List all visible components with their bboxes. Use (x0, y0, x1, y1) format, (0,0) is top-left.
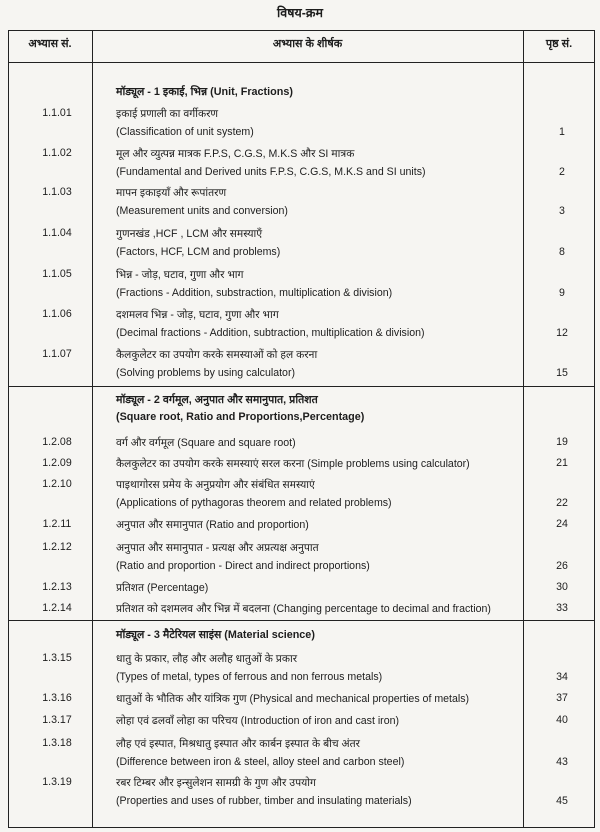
page-number: 12 (556, 327, 568, 339)
page-number: 21 (556, 457, 568, 469)
exercise-title-english: (Classification of unit system) (116, 126, 254, 138)
exercise-title-english: (Solving problems by using calculator) (116, 367, 295, 379)
exercise-number: 1.2.08 (42, 436, 72, 448)
exercise-number: 1.3.16 (42, 692, 72, 704)
exercise-title-english: (Applications of pythagoras theorem and related problems) (116, 497, 392, 509)
exercise-title-hindi: रबर टिम्बर और इन्सुलेशन सामग्री के गुण और उपयोग (116, 777, 316, 789)
exercise-title: धातुओं के भौतिक और यांत्रिक गुण (Physical and mechanical properties of metals) (116, 693, 470, 705)
page-number: 9 (559, 287, 565, 299)
exercise-title-hindi: इकाई प्रणाली का वर्गीकरण (116, 108, 219, 120)
exercise-number: 1.1.06 (42, 308, 72, 320)
exercise-title: लोहा एवं ढलवाँ लोहा का परिचय (Introduction of iron and cast iron) (116, 715, 400, 727)
exercise-title-hindi: दशमलव भिन्न - जोड़, घटाव, गुणा और भाग (116, 309, 279, 321)
exercise-title-hindi: कैलकुलेटर का उपयोग करके समस्याओं को हल करना (116, 349, 318, 361)
module-divider (8, 386, 595, 387)
page-number: 37 (556, 692, 568, 704)
exercise-number: 1.2.13 (42, 581, 72, 593)
page-number: 43 (556, 756, 568, 768)
exercise-number: 1.2.12 (42, 541, 72, 553)
page-number: 33 (556, 602, 568, 614)
exercise-number: 1.2.09 (42, 457, 72, 469)
exercise-title-english: (Measurement units and conversion) (116, 205, 288, 217)
exercise-number: 1.1.07 (42, 348, 72, 360)
exercise-title-hindi: पाइथागोरस प्रमेय के अनुप्रयोग और संबंधित समस्याएं (116, 479, 315, 491)
module-2-title: मॉड्यूल - 2 वर्गमूल, अनुपात और समानुपात, प्रतिशत (116, 394, 318, 406)
page-number: 3 (559, 205, 565, 217)
exercise-number: 1.1.01 (42, 107, 72, 119)
exercise-number: 1.1.05 (42, 268, 72, 280)
page-number: 24 (556, 518, 568, 530)
exercise-title: प्रतिशत (Percentage) (116, 582, 209, 594)
page-number: 40 (556, 714, 568, 726)
page-number: 15 (556, 367, 568, 379)
page-number: 1 (559, 126, 565, 138)
exercise-number: 1.3.19 (42, 776, 72, 788)
page-number: 8 (559, 246, 565, 258)
exercise-number: 1.2.11 (42, 518, 72, 530)
exercise-title-hindi: मूल और व्युत्पन्न मात्रक F.P.S, C.G.S, M.K.S और SI मात्रक (116, 148, 355, 160)
exercise-title-english: (Fractions - Addition, substraction, multiplication & division) (116, 287, 393, 299)
exercise-title: प्रतिशत को दशमलव और भिन्न में बदलना (Changing percentage to decimal and fraction) (116, 603, 491, 615)
exercise-title: वर्ग और वर्गमूल (Square and square root) (116, 437, 296, 449)
exercise-title-hindi: लौह एवं इस्पात, मिश्रधातु इस्पात और कार्बन इस्पात के बीच अंतर (116, 738, 361, 750)
page-number: 30 (556, 581, 568, 593)
module-2-subtitle: (Square root, Ratio and Proportions,Percentage) (116, 411, 365, 423)
module-1-title: मॉड्यूल - 1 इकाई, भिन्न (Unit, Fractions) (116, 86, 293, 98)
header-page-no: पृष्ठ सं. (545, 38, 573, 50)
exercise-title-english: (Difference between iron & steel, alloy steel and carbon steel) (116, 756, 405, 768)
page-number: 19 (556, 436, 568, 448)
exercise-number: 1.1.02 (42, 147, 72, 159)
exercise-title-hindi: भिन्न - जोड़, घटाव, गुणा और भाग (116, 269, 244, 281)
page-number: 45 (556, 795, 568, 807)
module-divider (8, 620, 595, 621)
exercise-title-hindi: गुणनखंड ,HCF , LCM और समस्याएँ (116, 228, 263, 240)
exercise-number: 1.2.10 (42, 478, 72, 490)
page-title: विषय-क्रम (277, 6, 323, 20)
exercise-title-english: (Decimal fractions - Addition, subtraction, multiplication & division) (116, 327, 425, 339)
exercise-number: 1.1.04 (42, 227, 72, 239)
exercise-number: 1.3.18 (42, 737, 72, 749)
exercise-title-hindi: मापन इकाइयाँ और रूपांतरण (116, 187, 227, 199)
exercise-title-english: (Fundamental and Derived units F.P.S, C.G.S, M.K.S and SI units) (116, 166, 426, 178)
exercise-title: अनुपात और समानुपात (Ratio and proportion) (116, 519, 309, 531)
exercise-title: कैलकुलेटर का उपयोग करके समस्याएं सरल करना (Simple problems using calculator) (116, 458, 470, 470)
page-number: 26 (556, 560, 568, 572)
exercise-title-english: (Types of metal, types of ferrous and non ferrous metals) (116, 671, 383, 683)
exercise-number: 1.3.15 (42, 652, 72, 664)
page-number: 22 (556, 497, 568, 509)
header-exercise-no: अभ्यास सं. (28, 38, 72, 50)
exercise-number: 1.1.03 (42, 186, 72, 198)
exercise-title-english: (Factors, HCF, LCM and problems) (116, 246, 281, 258)
page-number: 34 (556, 671, 568, 683)
module-3-title: मॉड्यूल - 3 मैटेरियल साइंस (Material science) (116, 629, 315, 641)
column-divider (92, 30, 93, 828)
header-exercise-title: अभ्यास के शीर्षक (272, 38, 343, 50)
page-number: 2 (559, 166, 565, 178)
header-divider (8, 62, 595, 63)
exercise-title-hindi: अनुपात और समानुपात - प्रत्यक्ष और अप्रत्यक्ष अनुपात (116, 542, 319, 554)
exercise-number: 1.3.17 (42, 714, 72, 726)
exercise-title-english: (Properties and uses of rubber, timber and insulating materials) (116, 795, 412, 807)
exercise-title-hindi: धातु के प्रकार, लौह और अलौह धातुओं के प्रकार (116, 653, 298, 665)
exercise-title-english: (Ratio and proportion - Direct and indirect proportions) (116, 560, 370, 572)
column-divider (523, 30, 524, 828)
exercise-number: 1.2.14 (42, 602, 72, 614)
